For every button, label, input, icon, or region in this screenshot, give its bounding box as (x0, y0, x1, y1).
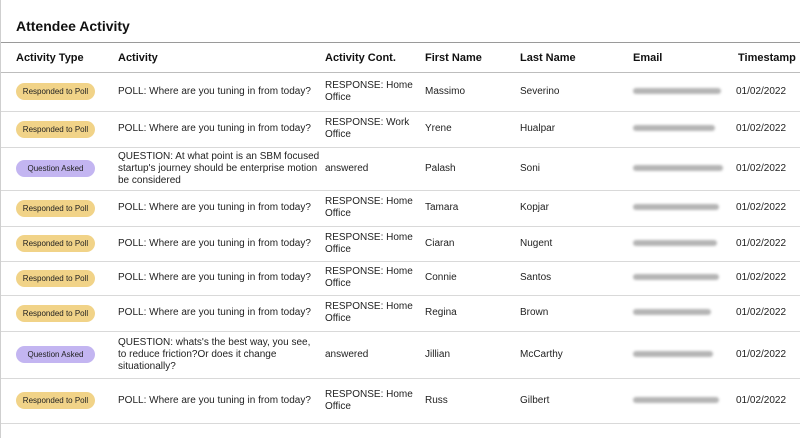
redacted-email (633, 274, 719, 280)
cell-activity-type (1, 226, 118, 261)
activity-table (1, 73, 800, 424)
table-row[interactable] (1, 295, 800, 331)
cell-timestamp: 01/02/2022 (736, 331, 800, 378)
cell-first-name: Palash (425, 147, 520, 190)
redacted-email (633, 309, 711, 315)
cell-timestamp: 01/02/2022 (736, 190, 800, 226)
cell-timestamp: 01/02/2022 (736, 147, 800, 190)
col-header-timestamp[interactable]: Timestamp (738, 52, 796, 64)
cell-first-name: Connie (425, 261, 520, 295)
cell-email (632, 226, 736, 261)
cell-activity: POLL: Where are you tuning in from today? (118, 295, 325, 331)
cell-first-name: Massimo (425, 73, 520, 111)
cell-last-name: Hualpar (520, 111, 632, 147)
cell-last-name: Soni (520, 147, 632, 190)
cell-activity-cont: RESPONSE: Home Office (325, 190, 425, 226)
activity-type-badge: Responded to Poll (16, 392, 95, 409)
cell-email (632, 261, 736, 295)
activity-type-badge: Responded to Poll (16, 305, 95, 322)
redacted-email (633, 351, 713, 357)
cell-email (632, 73, 736, 111)
redacted-email (633, 240, 717, 246)
cell-timestamp: 01/02/2022 (736, 73, 800, 111)
table-row[interactable] (1, 261, 800, 295)
cell-activity-type (1, 73, 118, 111)
cell-email (632, 331, 736, 378)
col-header-email[interactable]: Email (633, 52, 663, 64)
cell-email (632, 190, 736, 226)
activity-type-badge: Responded to Poll (16, 83, 95, 100)
cell-activity: POLL: Where are you tuning in from today? (118, 378, 325, 423)
col-header-activity[interactable]: Activity (118, 52, 158, 64)
col-header-activity-cont[interactable]: Activity Cont. (325, 52, 396, 64)
redacted-email (633, 165, 723, 171)
cell-activity: QUESTION: At what point is an SBM focused startup's journey should be enterprise motion be considered (118, 147, 325, 190)
cell-first-name: Jillian (425, 331, 520, 378)
table-row[interactable] (1, 111, 800, 147)
cell-activity-type (1, 111, 118, 147)
table-row[interactable] (1, 378, 800, 423)
cell-activity-type (1, 295, 118, 331)
cell-email (632, 295, 736, 331)
activity-type-badge: Responded to Poll (16, 200, 95, 217)
table-row[interactable] (1, 147, 800, 190)
redacted-email (633, 397, 719, 403)
activity-type-badge: Responded to Poll (16, 235, 95, 252)
cell-activity: POLL: Where are you tuning in from today? (118, 73, 325, 111)
activity-type-badge: Question Asked (16, 346, 95, 363)
table-row[interactable] (1, 190, 800, 226)
col-header-first-name[interactable]: First Name (425, 52, 482, 64)
table-row[interactable] (1, 226, 800, 261)
cell-timestamp: 01/02/2022 (736, 111, 800, 147)
cell-last-name: Gilbert (520, 378, 632, 423)
cell-activity-cont: answered (325, 331, 425, 378)
cell-activity-cont: RESPONSE: Home Office (325, 73, 425, 111)
redacted-email (633, 125, 715, 131)
cell-email (632, 147, 736, 190)
cell-email (632, 378, 736, 423)
cell-first-name: Regina (425, 295, 520, 331)
cell-activity-cont: RESPONSE: Home Office (325, 295, 425, 331)
page-title: Attendee Activity (16, 18, 130, 34)
cell-activity: QUESTION: whats's the best way, you see, to reduce friction?Or does it change situationally? (118, 331, 325, 378)
cell-activity-type (1, 331, 118, 378)
cell-activity: POLL: Where are you tuning in from today? (118, 190, 325, 226)
cell-timestamp: 01/02/2022 (736, 378, 800, 423)
cell-email (632, 111, 736, 147)
table-row[interactable] (1, 331, 800, 378)
cell-first-name: Ciaran (425, 226, 520, 261)
cell-activity-cont: answered (325, 147, 425, 190)
cell-last-name: Nugent (520, 226, 632, 261)
cell-activity-cont: RESPONSE: Work Office (325, 111, 425, 147)
cell-activity-type (1, 147, 118, 190)
cell-activity: POLL: Where are you tuning in from today? (118, 111, 325, 147)
activity-type-badge: Responded to Poll (16, 270, 95, 287)
cell-last-name: Brown (520, 295, 632, 331)
cell-first-name: Yrene (425, 111, 520, 147)
table-header (1, 43, 800, 72)
cell-last-name: Kopjar (520, 190, 632, 226)
col-header-activity-type[interactable]: Activity Type (16, 52, 84, 64)
redacted-email (633, 88, 721, 94)
activity-type-badge: Responded to Poll (16, 121, 95, 138)
table-row[interactable] (1, 73, 800, 111)
cell-activity-cont: RESPONSE: Home Office (325, 226, 425, 261)
cell-activity: POLL: Where are you tuning in from today? (118, 261, 325, 295)
cell-activity-type (1, 261, 118, 295)
cell-timestamp: 01/02/2022 (736, 226, 800, 261)
cell-activity-cont: RESPONSE: Home Office (325, 261, 425, 295)
cell-first-name: Russ (425, 378, 520, 423)
cell-last-name: Santos (520, 261, 632, 295)
cell-activity-type (1, 378, 118, 423)
cell-activity: POLL: Where are you tuning in from today? (118, 226, 325, 261)
cell-first-name: Tamara (425, 190, 520, 226)
cell-last-name: Severino (520, 73, 632, 111)
redacted-email (633, 204, 719, 210)
cell-last-name: McCarthy (520, 331, 632, 378)
activity-table-body (1, 73, 800, 423)
cell-timestamp: 01/02/2022 (736, 295, 800, 331)
cell-activity-cont: RESPONSE: Home Office (325, 378, 425, 423)
col-header-last-name[interactable]: Last Name (520, 52, 576, 64)
activity-type-badge: Question Asked (16, 160, 95, 177)
cell-activity-type (1, 190, 118, 226)
cell-timestamp: 01/02/2022 (736, 261, 800, 295)
